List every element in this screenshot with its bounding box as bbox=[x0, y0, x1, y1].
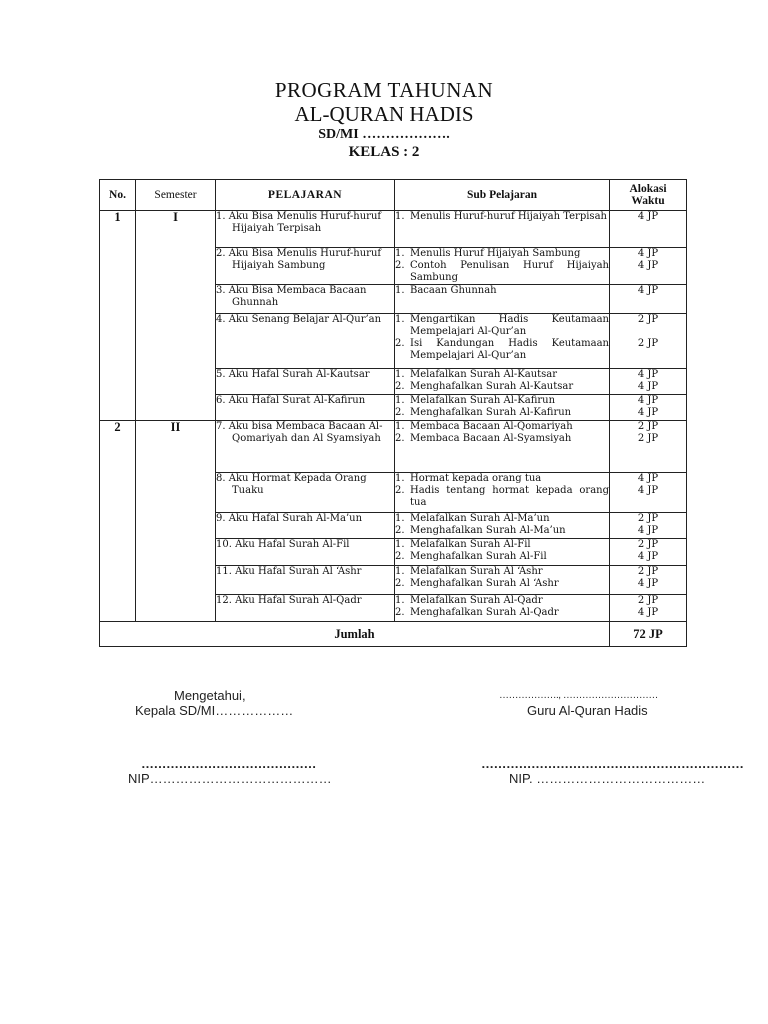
sub-item-text: Melafalkan Surah Al-Kautsar bbox=[410, 369, 558, 380]
sub-pelajaran-item bbox=[395, 248, 609, 260]
sub-item-text: Contoh Penulisan Huruf Hijaiyah Sambung bbox=[410, 260, 609, 283]
sub-item-text: Hormat kepada orang tua bbox=[410, 473, 542, 484]
sub-item-number: 1. bbox=[395, 285, 405, 296]
pelajaran-cell bbox=[216, 595, 395, 622]
pelajaran-text: 8. Aku Hormat Kepada Orang Tuaku bbox=[216, 473, 367, 496]
sub-pelajaran-cell bbox=[395, 369, 610, 395]
sub-pelajaran-cell bbox=[395, 566, 610, 595]
principal-label: Kepala SD/MI……………… bbox=[135, 703, 294, 718]
sub-item-number: 2. bbox=[395, 485, 405, 496]
sub-item-text: Melafalkan Surah Al-Qadr bbox=[410, 595, 543, 606]
alokasi-cell bbox=[610, 211, 687, 248]
pelajaran-text: 2. Aku Bisa Menulis Huruf-huruf Hijaiyah Sambung bbox=[216, 248, 382, 271]
pelajaran-text: 7. Aku bisa Membaca Bacaan Al-Qomariyah dan Al Syamsiyah bbox=[216, 421, 383, 444]
col-header-sub-pelajaran: Sub Pelajaran bbox=[395, 180, 610, 211]
sub-pelajaran-item bbox=[395, 395, 609, 407]
alokasi-value: 4 JP bbox=[637, 473, 659, 484]
alokasi-value: 4 JP bbox=[637, 381, 659, 392]
alokasi-value: 4 JP bbox=[637, 525, 659, 536]
sub-pelajaran-cell bbox=[395, 395, 610, 421]
alokasi-cell bbox=[610, 421, 687, 473]
sub-item-text: Menghafalkan Surah Al-Fil bbox=[410, 551, 547, 562]
alokasi-cell bbox=[610, 473, 687, 513]
pelajaran-cell bbox=[216, 473, 395, 513]
semester-cell: I bbox=[136, 211, 216, 421]
sub-pelajaran-cell bbox=[395, 539, 610, 566]
sub-pelajaran-item bbox=[395, 566, 609, 578]
sub-pelajaran-item bbox=[395, 338, 609, 362]
sub-pelajaran-item bbox=[395, 595, 609, 607]
sub-item-text: Melafalkan Surah Al-Fil bbox=[410, 539, 531, 550]
sub-pelajaran-item bbox=[395, 433, 609, 445]
alokasi-value: 4 JP bbox=[637, 260, 659, 271]
alokasi-value: 2 JP bbox=[637, 314, 659, 325]
pelajaran-cell bbox=[216, 369, 395, 395]
alokasi-value: 4 JP bbox=[637, 607, 659, 618]
alokasi-cell bbox=[610, 513, 687, 539]
sub-pelajaran-cell bbox=[395, 421, 610, 473]
alokasi-cell bbox=[610, 595, 687, 622]
sub-item-text: Menghafalkan Surah Al-Kafirun bbox=[410, 407, 572, 418]
sub-pelajaran-item bbox=[395, 211, 609, 223]
program-table bbox=[99, 179, 687, 647]
sub-item-text: Menghafalkan Surah Al-Kautsar bbox=[410, 381, 574, 392]
sub-item-text: Membaca Bacaan Al-Syamsiyah bbox=[410, 433, 572, 444]
pelajaran-text: 4. Aku Senang Belajar Al-Qur’an bbox=[216, 314, 382, 325]
sub-pelajaran-item bbox=[395, 407, 609, 419]
alokasi-value: 4 JP bbox=[637, 407, 659, 418]
sub-pelajaran-item bbox=[395, 285, 609, 297]
semester-cell: II bbox=[136, 421, 216, 622]
sub-item-number: 1. bbox=[395, 211, 405, 222]
alokasi-cell bbox=[610, 395, 687, 421]
pelajaran-cell bbox=[216, 248, 395, 285]
sub-pelajaran-cell bbox=[395, 211, 610, 248]
alokasi-value: 2 JP bbox=[637, 421, 659, 432]
alokasi-value: 2 JP bbox=[637, 539, 659, 550]
pelajaran-text: 1. Aku Bisa Menulis Huruf-huruf Hijaiyah Terpisah bbox=[216, 211, 382, 234]
pelajaran-cell bbox=[216, 421, 395, 473]
total-label: Jumlah bbox=[100, 622, 610, 647]
sub-item-number: 1. bbox=[395, 369, 405, 380]
sub-item-text: Bacaan Ghunnah bbox=[410, 285, 497, 296]
sub-item-text: Membaca Bacaan Al-Qomariyah bbox=[410, 421, 573, 432]
alokasi-cell bbox=[610, 539, 687, 566]
sub-pelajaran-item bbox=[395, 314, 609, 338]
alokasi-value: 2 JP bbox=[637, 513, 659, 524]
pelajaran-cell bbox=[216, 513, 395, 539]
pelajaran-text: 6. Aku Hafal Surat Al-Kafirun bbox=[216, 395, 366, 406]
row-number: 2 bbox=[100, 421, 136, 622]
sub-pelajaran-item bbox=[395, 381, 609, 393]
total-value: 72 JP bbox=[610, 622, 687, 647]
sub-item-text: Melafalkan Surah Al-Ma’un bbox=[410, 513, 550, 524]
sub-pelajaran-cell bbox=[395, 473, 610, 513]
teacher-name-line: ……………………………………………………… bbox=[481, 756, 744, 771]
pelajaran-text: 12. Aku Hafal Surah Al-Qadr bbox=[216, 595, 362, 606]
sub-item-number: 2. bbox=[395, 260, 405, 271]
sub-item-number: 2. bbox=[395, 433, 405, 444]
sub-item-number: 2. bbox=[395, 338, 405, 349]
pelajaran-cell bbox=[216, 314, 395, 369]
sub-item-text: Hadis tentang hormat kepada orang tua bbox=[410, 485, 609, 508]
sub-item-text: Menulis Huruf Hijaiyah Sambung bbox=[410, 248, 581, 259]
pelajaran-text: 10. Aku Hafal Surah Al-Fil bbox=[216, 539, 350, 550]
sub-pelajaran-item bbox=[395, 421, 609, 433]
sub-item-text: Isi Kandungan Hadis Keutamaan Mempelajari Al-Qur’an bbox=[410, 338, 609, 361]
alokasi-value: 4 JP bbox=[637, 369, 659, 380]
sub-item-number: 1. bbox=[395, 566, 405, 577]
acknowledged-label: Mengetahui, bbox=[174, 688, 246, 703]
sub-item-text: Menghafalkan Surah Al ‘Ashr bbox=[410, 578, 559, 589]
class-line: KELAS : 2 bbox=[348, 144, 420, 160]
sub-pelajaran-item bbox=[395, 525, 609, 537]
sub-pelajaran-item bbox=[395, 369, 609, 381]
sub-item-number: 1. bbox=[395, 314, 405, 325]
table-row bbox=[100, 421, 687, 473]
alokasi-value: 2 JP bbox=[637, 338, 659, 349]
pelajaran-cell bbox=[216, 395, 395, 421]
sub-pelajaran-item bbox=[395, 551, 609, 563]
sub-pelajaran-cell bbox=[395, 595, 610, 622]
sub-item-number: 1. bbox=[395, 539, 405, 550]
alokasi-cell bbox=[610, 314, 687, 369]
sub-pelajaran-item bbox=[395, 260, 609, 284]
alokasi-value: 4 JP bbox=[637, 395, 659, 406]
sub-pelajaran-item bbox=[395, 607, 609, 619]
alokasi-value: 4 JP bbox=[637, 285, 659, 296]
pelajaran-text: 11. Aku Hafal Surah Al ‘Ashr bbox=[216, 566, 362, 577]
pelajaran-cell bbox=[216, 211, 395, 248]
sub-item-number: 1. bbox=[395, 421, 405, 432]
alokasi-value: 2 JP bbox=[637, 433, 659, 444]
sub-item-number: 2. bbox=[395, 407, 405, 418]
pelajaran-cell bbox=[216, 566, 395, 595]
sub-item-number: 2. bbox=[395, 551, 405, 562]
total-row bbox=[100, 622, 687, 647]
sub-pelajaran-item bbox=[395, 473, 609, 485]
teacher-label: Guru Al-Quran Hadis bbox=[527, 703, 648, 718]
sub-pelajaran-cell bbox=[395, 314, 610, 369]
sub-pelajaran-cell bbox=[395, 248, 610, 285]
sub-pelajaran-cell bbox=[395, 513, 610, 539]
sub-item-number: 2. bbox=[395, 381, 405, 392]
subject-title: AL-QURAN HADIS bbox=[294, 102, 474, 126]
sub-item-number: 1. bbox=[395, 595, 405, 606]
alokasi-value bbox=[610, 326, 686, 338]
principal-nip: NIP…………………………………… bbox=[128, 771, 332, 786]
place-date-line: ………………., ………………………… bbox=[499, 690, 658, 701]
row-number: 1 bbox=[100, 211, 136, 421]
document-title: PROGRAM TAHUNAN bbox=[274, 78, 494, 102]
alokasi-value: 4 JP bbox=[637, 211, 659, 222]
pelajaran-cell bbox=[216, 539, 395, 566]
sub-item-number: 1. bbox=[395, 473, 405, 484]
col-header-semester: Semester bbox=[136, 180, 216, 211]
alokasi-cell bbox=[610, 285, 687, 314]
school-line: SD/MI ………………. bbox=[318, 127, 450, 142]
alokasi-value: 4 JP bbox=[637, 485, 659, 496]
alokasi-value: 4 JP bbox=[637, 578, 659, 589]
alokasi-value: 4 JP bbox=[637, 551, 659, 562]
alokasi-cell bbox=[610, 248, 687, 285]
col-header-no: No. bbox=[100, 180, 136, 211]
sub-pelajaran-item bbox=[395, 485, 609, 509]
alokasi-cell bbox=[610, 566, 687, 595]
sub-pelajaran-item bbox=[395, 513, 609, 525]
col-header-pelajaran: PELAJARAN bbox=[216, 180, 395, 211]
alokasi-value: 2 JP bbox=[637, 595, 659, 606]
sub-item-text: Melafalkan Surah Al-Kafirun bbox=[410, 395, 556, 406]
sub-item-number: 2. bbox=[395, 607, 405, 618]
alokasi-value: 4 JP bbox=[637, 248, 659, 259]
sub-item-number: 1. bbox=[395, 513, 405, 524]
alokasi-value: 2 JP bbox=[637, 566, 659, 577]
pelajaran-text: 9. Aku Hafal Surah Al-Ma’un bbox=[216, 513, 363, 524]
teacher-nip: NIP. ………………………………… bbox=[509, 771, 706, 786]
pelajaran-cell bbox=[216, 285, 395, 314]
sub-pelajaran-item bbox=[395, 539, 609, 551]
pelajaran-text: 3. Aku Bisa Membaca Bacaan Ghunnah bbox=[216, 285, 367, 308]
sub-item-text: Menghafalkan Surah Al-Ma’un bbox=[410, 525, 566, 536]
sub-item-number: 2. bbox=[395, 525, 405, 536]
alokasi-cell bbox=[610, 369, 687, 395]
sub-item-number: 1. bbox=[395, 248, 405, 259]
table-row bbox=[100, 211, 687, 248]
sub-item-number: 2. bbox=[395, 578, 405, 589]
sub-pelajaran-cell bbox=[395, 285, 610, 314]
sub-item-text: Menulis Huruf-huruf Hijaiyah Terpisah bbox=[410, 211, 607, 222]
pelajaran-text: 5. Aku Hafal Surah Al-Kautsar bbox=[216, 369, 370, 380]
sub-pelajaran-item bbox=[395, 578, 609, 590]
col-header-alokasi: Alokasi Waktu bbox=[610, 180, 687, 211]
sub-item-number: 1. bbox=[395, 395, 405, 406]
sub-item-text: Menghafalkan Surah Al-Qadr bbox=[410, 607, 559, 618]
sub-item-text: Melafalkan Surah Al ‘Ashr bbox=[410, 566, 543, 577]
sub-item-text: Mengartikan Hadis Keutamaan Mempelajari Al-Qur’an bbox=[410, 314, 609, 337]
principal-name-line: …………………………………… bbox=[141, 756, 316, 771]
